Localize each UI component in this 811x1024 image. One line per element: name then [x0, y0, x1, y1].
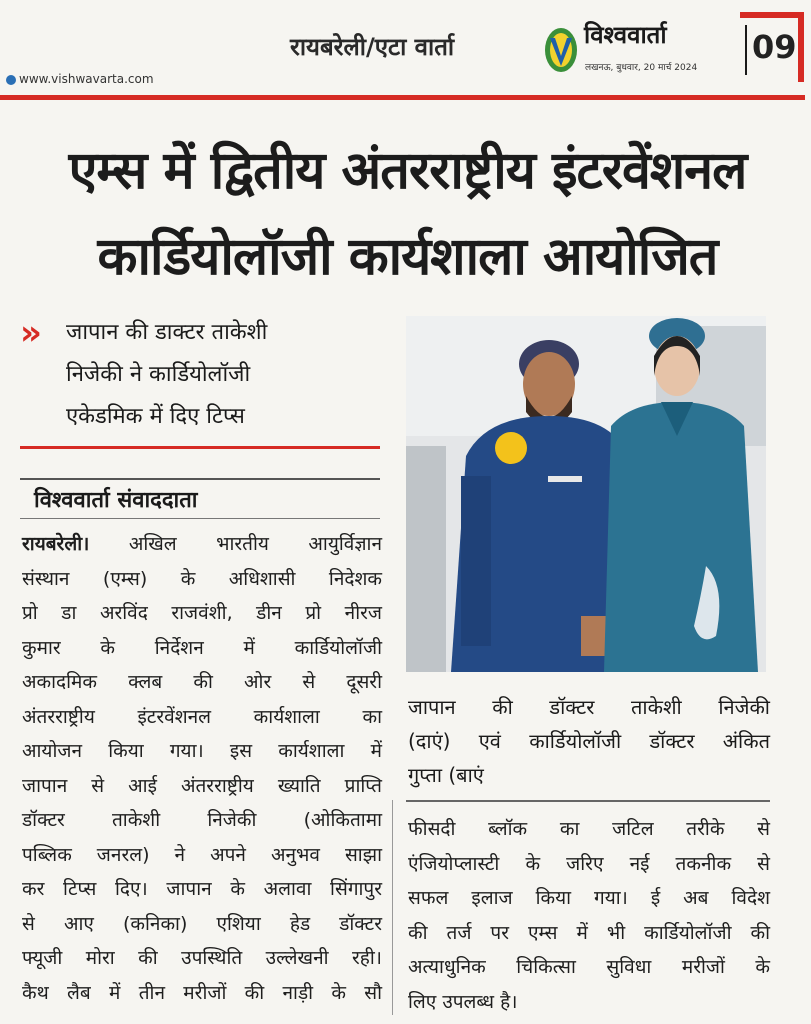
body-line: प्रो डा अरविंद राजवंशी, डीन प्रो नीरज	[22, 602, 382, 624]
highlight-rule	[20, 446, 380, 449]
body-line: अकादमिक क्लब की ओर से दूसरी	[22, 671, 382, 693]
body-line: कुमार के निर्देशन में कार्डियोलॉजी	[22, 636, 382, 659]
body-line: डॉक्टर ताकेशी निजेकी (ओकितामा	[22, 809, 382, 831]
caption-line-2: (दाएं) एवं कार्डियोलॉजी डॉक्टर अंकित	[408, 729, 770, 753]
news-photo	[406, 316, 766, 672]
headline-line-1: एम्स में द्वितीय अंतरराष्ट्रीय इंटरवेंशनल	[68, 141, 747, 201]
byline-rule-bottom	[20, 518, 380, 519]
header-rule	[0, 95, 805, 100]
dateline: रायबरेली।	[22, 533, 90, 555]
body-line: सफल इलाज किया गया। ई अब विदेश	[408, 887, 770, 909]
page-number: 09	[752, 28, 797, 66]
page-number-divider	[745, 25, 747, 75]
body-line: आयोजन किया गया। इस कार्यशाला में	[22, 740, 382, 762]
doctors-photo-illustration	[406, 316, 766, 672]
body-line: अत्याधुनिक चिकित्सा सुविधा मरीजों के	[408, 956, 770, 978]
column-divider	[392, 800, 393, 1015]
double-chevron-icon: »	[20, 313, 42, 353]
highlight-box	[66, 312, 386, 438]
caption-line-3: गुप्ता (बाएं	[408, 763, 484, 787]
photo-caption	[408, 690, 770, 792]
article-body-column-2	[408, 812, 770, 1019]
newspaper-logo-text: विश्ववार्ता	[584, 21, 667, 49]
highlight-line-1: जापान की डाक्टर ताकेशी	[66, 320, 268, 345]
headline	[20, 128, 795, 300]
body-line: से आए (कनिका) एशिया हेड डॉक्टर	[22, 912, 382, 935]
caption-rule	[406, 800, 770, 802]
body-line: संस्थान (एम्स) के अधिशासी निदेशक	[22, 567, 382, 590]
body-line: रायबरेली। अखिल भारतीय आयुर्विज्ञान	[22, 533, 382, 555]
newspaper-logo-icon	[543, 24, 579, 74]
caption-line-1: जापान की डॉक्टर ताकेशी निजेकी	[408, 695, 770, 719]
body-line: फीसदी ब्लॉक का जटिल तरीके से	[408, 818, 770, 840]
article-body-column-1	[22, 527, 382, 1010]
byline-rule-top	[20, 478, 380, 480]
issue-date: लखनऊ, बुधवार, 20 मार्च 2024	[585, 63, 698, 73]
body-line: की तर्ज पर एम्स में भी कार्डियोलॉजी की	[408, 921, 770, 944]
body-line: कैथ लैब में तीन मरीजों की नाड़ी के सौ	[22, 981, 382, 1004]
body-line: लिए उपलब्ध है।	[408, 990, 518, 1013]
highlight-line-2: निजेकी ने कार्डियोलॉजी	[66, 362, 251, 387]
byline: विश्ववार्ता संवाददाता	[34, 488, 198, 513]
body-line: पब्लिक जनरल) ने अपने अनुभव साझा	[22, 843, 382, 866]
body-line: जापान से आई अंतरराष्ट्रीय ख्याति प्राप्ति	[22, 774, 382, 797]
body-line: एंजियोप्लास्टी के जरिए नई तकनीक से	[408, 852, 770, 875]
headline-line-2: कार्डियोलॉजी कार्यशाला आयोजित	[97, 227, 718, 287]
body-line: फ्यूजी मोरा की उपस्थिति उल्लेखनी रही।	[22, 947, 382, 969]
globe-icon	[6, 75, 16, 85]
body-line: कर टिप्स दिए। जापान के अलावा सिंगापुर	[22, 878, 382, 900]
section-title: रायबरेली/एटा वार्ता	[290, 33, 455, 61]
body-line: अंतरराष्ट्रीय इंटरवेंशनल कार्यशाला का	[22, 705, 382, 728]
website-text: www.vishwavarta.com	[19, 72, 154, 86]
website-url[interactable]	[6, 72, 154, 86]
highlight-line-3: एकेडमिक में दिए टिप्स	[66, 404, 245, 429]
